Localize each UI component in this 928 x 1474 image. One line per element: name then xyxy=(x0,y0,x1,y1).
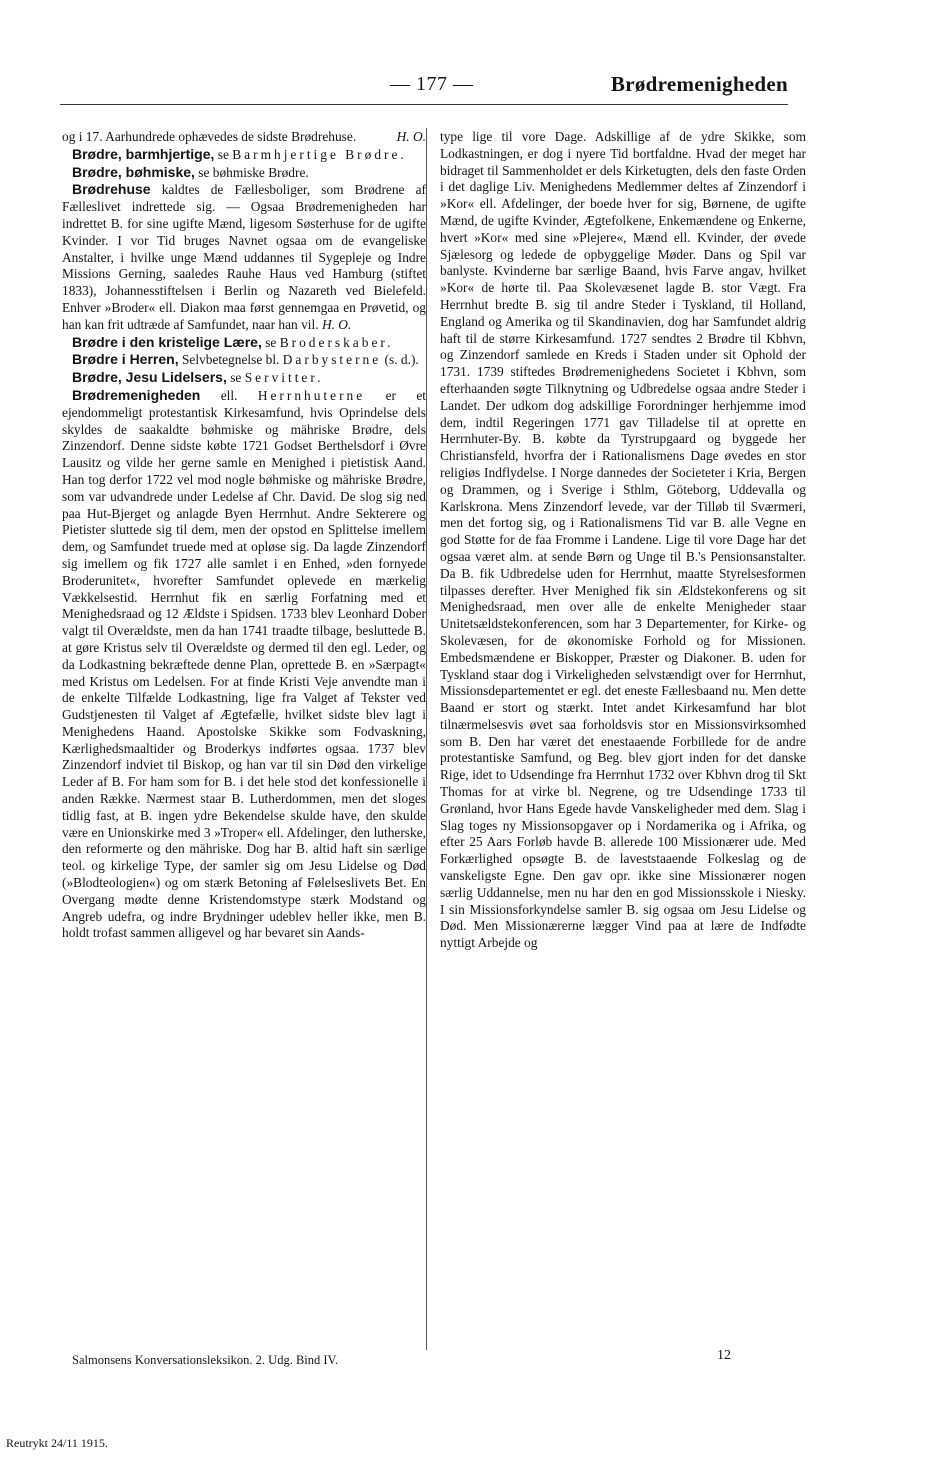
page-number: — 177 — xyxy=(390,73,474,95)
right-column xyxy=(440,129,806,952)
entry-headword: Brødre, Jesu Lidelsers, xyxy=(72,369,227,386)
entry-headword: Brødrehuse xyxy=(72,181,151,198)
running-head: Brødremenigheden xyxy=(610,72,788,96)
column-divider xyxy=(426,128,427,1350)
entry-headword: Brødremenigheden xyxy=(72,386,201,403)
entry-brodre-bohmiske: Brødre, bøhmiske, se bøhmiske Brødre. xyxy=(72,163,309,180)
cross-reference: Darbysterne xyxy=(282,352,382,368)
cross-reference: Broderskaber. xyxy=(279,334,394,350)
entry-headword: Brødre i Herren, xyxy=(72,351,179,368)
paragraph-continuation: og i 17. Aarhundrede ophævedes de sidste Brødrehuse. H. O. xyxy=(62,129,426,144)
cross-reference: Herrnhuterne xyxy=(257,387,366,403)
entry-headword: Brødre i den kristelige Lære, xyxy=(72,333,262,350)
entry-headword: Brødre, bøhmiske, xyxy=(72,163,195,180)
entry-body: er et ejendommeligt protestantisk Kirkesamfund, hvis Oprindelse dels skyldes de saakaldte bøhmiske og mähriske Brødre, dels Zinzendorf. Denne sidste købte 1721 Godset Berthelsdorf i Øvre Lausitz og vilde her gerne samle en Menighed i pietistisk Aand. Han tog derfor 1722 vel mod nogle bøhmiske og mähriske Brødre, som var udvandrede under Ledelse af Chr. David. De slog sig ned paa Hut-Bjerget og anlagde Byen Herrnhut. Andre Sekterere og Pietister sluttede sig til dem, men der opstod en Splittelse imellem dem, og Samfundet truede med at opløse sig. Da lagde Zinzendorf sig imellem og fik 1727 alle samlet i en Enhed, »den fornyede Broderunitet«, hvorefter Samfundet oplevede en mærkelig Vækkelsestid. Herrnhut fik en særlig Forfatning med et Menighedsraad og 12 Ældste i Spidsen. 1733 blev Leonhard Dober valgt til Overældste, men da han 1741 traadte tilbage, besluttede B. at gøre Kristus selv til Overældste og dermed til den egl. Leder, og da Lodkastning bekræftede denne Plan, oprettede B. en »Særpagt« med Kristus om Ledelsen. For at finde Kristi Veje anvendte man i de enkelte Tilfælde Lodkastning, lige fra Valget af Tekster ved Gudstjenesten til Valget af Ægtefælle, hvilket sidste blev lagt i Menighedens Haand. Apostolske Skikke som Fodvaskning, Kærlighedsmaaltider og Broderkys indførtes ogsaa. 1737 blev Zinzendorf indviet til Biskop, og han var til sin Død den virkelige Leder af B. For ham som for B. i det hele stod det konfessionelle i anden Række. Nærmest staar B. Lutherdommen, men det sloges tidlig fast, at B. ingen ydre Bekendelse skulde have, den skulde være en Unionskirke med 3 »Troper« ell. Afdelinger, den lutherske, den reformerte og den mähriske. Dog har B. altid haft sin særlige teol. og kirkelige Type, der samler sig om Jesu Lidelse og Død (»Blodteologien«) og om stærk Betoning af Følelseslivets Bet. En Overgang mødte denne Kristendomstype stærk Modstand og Angreb udefra, og indre Brydninger udeblev heller ikke, men B. holdt trofast sammen alligevel og har bevaret sin Aands- xyxy=(62,387,426,941)
entry-brodre-i-herren: Brødre i Herren, Selvbetegnelse bl. Darbysterne (s. d.). xyxy=(72,351,419,368)
page-header xyxy=(60,70,788,105)
entry-brodre-jesu-lidelsers: Brødre, Jesu Lidelsers, se Servitter. xyxy=(72,369,324,386)
cross-reference: Barmhjertige Brødre. xyxy=(232,146,407,162)
entry-brodremenigheden: Brødremenigheden ell. Herrnhuterne er et ejendommeligt protestantisk Kirkesamfund, hvis Oprindelse dels skyldes de saakaldte bøhmiske og mähriske Brødre, dels Zinzendorf. Denne sidste købte 1721 Godset Berthelsdorf i Øvre Lausitz og vilde her gerne samle en Menighed i pietistisk Aand. Han tog derfor 1722 vel mod nogle bøhmiske og mähriske Brødre, som var udvandrede under Ledelse af Chr. David. De slog sig ned paa Hut-Bjerget og anlagde Byen Herrnhut. Andre Sekterere og Pietister sluttede sig til dem, men der opstod en Splittelse imellem dem, og Samfundet truede med at opløse sig. Da lagde Zinzendorf sig imellem og fik 1727 alle samlet i en Enhed, »den fornyede Broderunitet«, hvorefter Samfundet oplevede en mærkelig Vækkelsestid. Herrnhut fik en særlig Forfatning med et Menighedsraad og 12 Ældste i Spidsen. 1733 blev Leonhard Dober valgt til Overældste, men da han 1741 traadte tilbage, besluttede B. at gøre Kristus selv til Overældste og dermed til den egl. Leder, og da Lodkastning bekræftede denne Plan, oprettede B. en »Særpagt« med Kristus om Ledelsen. For at finde Kristi Veje anvendte man i de enkelte Tilfælde Lodkastning, lige fra Valget af Tekster ved Gudstjenesten til Valget af Ægtefælle, hvilket sidste blev lagt i Menighedens Haand. Apostolske Skikke som Fodvaskning, Kærlighedsmaaltider og Broderkys indførtes ogsaa. 1737 blev Zinzendorf indviet til Biskop, og han var til sin Død den virkelige Leder af B. For ham som for B. i det hele stod det konfessionelle i anden Række. Nærmest staar B. Lutherdommen, men det sloges tidlig fast, at B. ingen ydre Bekendelse skulde have, den skulde være en Unionskirke med 3 »Troper« ell. Afdelinger, den lutherske, den reformerte og den mähriske. Dog har B. altid haft sin særlige teol. og kirkelige Type, der samler sig om Jesu Lidelse og Død (»Blodteologien«) og om stærk Betoning af Følelseslivets Bet. En Overgang mødte denne Kristendomstype stærk Modstand og Angreb udefra, og indre Brydninger udeblev heller ikke, men B. holdt trofast sammen alligevel og har bevaret sin Aands- xyxy=(62,386,426,941)
sheet-number: 12 xyxy=(717,1348,731,1363)
entry-brodre-kristelige-laere: Brødre i den kristelige Lære, se Broderskaber. xyxy=(72,333,394,350)
entry-headword: Brødre, barmhjertige, xyxy=(72,145,215,162)
cross-reference: Servitter. xyxy=(244,370,324,386)
entry-body-continued: type lige til vore Dage. Adskillige af de ydre Skikke, som Lodkastningen, er dog i nyere Tid bortfaldne. Hvad der meget har bidraget til Sammenholdet er dels Kirketugten, dels den faste Orden i det daglige Liv. Menighedens Medlemmer deltes af Zinzendorf i »Kor« ell. Afdelinger, der boede hver for sig, Børnene, de ugifte Mænd, de ugifte Kvinder, Ægtefolkene, Enkemændene og Enkerne, hvert »Kor« med sine »Plejere«, Mænd ell. Kvinder, der øvede Sjælesorg og ledede de opbyggelige Møder. Dans og Spil var banlyste. Kvinderne bar særlige Baand, hvis Farve angav, hvilket »Kor« de hørte til. Paa Skolevæsenet lagde B. stor Vægt. Fra Herrnhut bredte B. sig til andre Steder i Tyskland, til Holland, England og Amerika og til Skandinavien, dog har Samfundet aldrig haft til de større Kirkesamfund. 1727 sendtes 2 Brødre til Kbhvn, og Zinzendorf samlede en Kreds i Staden under sit Ophold der 1731. 1739 stiftedes Brødremenighedens Societet i Kbhvn, som efterhaanden søgte Tilknytning og Udbredelse ogsaa andre Steder i Landet. Der udkom dog adskillige Forordninger herhjemme imod dem, indtil Regeringen 1771 gav Tilladelse til at oprette en Herrnhuter-By. B. købte da Tyrstrupgaard og byggede her Christiansfeld, hvorfra der i Rationalismens Dage øvedes en stor religiøs Indflydelse. I Norge dannedes der Societeter i Kria, Bergen og Drammen, og i Sverige i Sthlm, Göteborg, Uddevalla og Karlskrona. Mens Zinzendorf levede, var der Tilløb til Sværmeri, men det fortog sig, og i Rationalismens Tid var B. alle Vegne en god Støtte for de faa Fromme i Landene. Lige til vore Dage har det ogsaa været alm. at sende Børn og Unge til B.'s Pensionsanstalter. Da B. fik Udbredelse uden for Herrnhut, maatte Styrelsesformen tilpasses derefter. Hver Menighed fik sin Ældstekonferens og sit Menighedsraad, men over alle de enkelte Menigheder staar Unitetsældstekonferencen, som har 3 Departementer, for Kirke- og Skolevæsen, for de økonomiske Forhold og for Missionen. Embedsmændene er Biskopper, Præster og Diakoner. B. uden for Tyskland staar dog i Virkeligheden selvstændigt over for Herrnhut, Missionsdepartementet er egl. det eneste Fællesbaand nu. Men dette Baand er stort og stærkt. Intet andet Kirkesamfund har blot tilnærmelsesvis øvet saa forholdsvis stor en Missionsvirksomhed som B. Den har været det enestaaende Forbillede for de andre protestantiske Samfund, og Beg. blev gjort inden for det danske Rige, idet to Udsendinge fra Herrnhut 1732 over Kbhvn drog til Skt Thomas for at virke bl. Negrene, og tre Udsendinge 1733 til Grønland, hvor Hans Egede havde Vanskeligheder med dem. Slag i Slag toges ny Missionsopgaver op i Nordamerika og i Afrika, og efter 25 Aars Forløb havde B. allerede 100 Missionærer ude. Med Forkærlighed opsøgte B. de laveststaaende Folkeslag og de vanskeligste Egne. Den gav opr. ikke sine Missionærer nogen særlig Uddannelse, men nu har den en god Missionsskole i Niesky. I sin Missionsforkyndelse samler B. sig ogsaa om Jesu Lidelse og Død. Men Missionærerne lægger Vind paa at lære de Indfødte nyttigt Arbejde og xyxy=(440,129,806,951)
reprint-note: Reutrykt 24/11 1915. xyxy=(6,1436,108,1450)
source-footer: Salmonsens Konversationsleksikon. 2. Udg. Bind IV. xyxy=(72,1353,339,1367)
entry-brodre-barmhjertige: Brødre, barmhjertige, se Barmhjertige Brødre. xyxy=(72,145,407,162)
author-signature: H. O. xyxy=(321,316,352,332)
left-column xyxy=(62,129,426,942)
author-signature: H. O. xyxy=(396,129,426,144)
entry-brodrehuse: Brødrehuse kaldtes de Fællesboliger, som Brødrene af Fælleslivet indrettede sig. — Ogsaa Brødremenigheden har indrettet B. for sine ugifte Mænd, ligesom Søsterhuse for de ugifte Kvinder. I vor Tid bruges Navnet ogsaa om de evangeliske Anstalter, i hvilke unge Mænd uddannes til Sygepleje og Indre Missions Gerning, saaledes Rauhe Haus ved Hamburg (stiftet 1833), Johannesstiftelsen i Berlin og Nazareth ved Bielefeld. Enhver »Broder« ell. Diakon maa først gennemgaa en Prøvetid, og han kan frit udtræde af Samfundet, naar han vil. H. O. xyxy=(62,181,426,332)
